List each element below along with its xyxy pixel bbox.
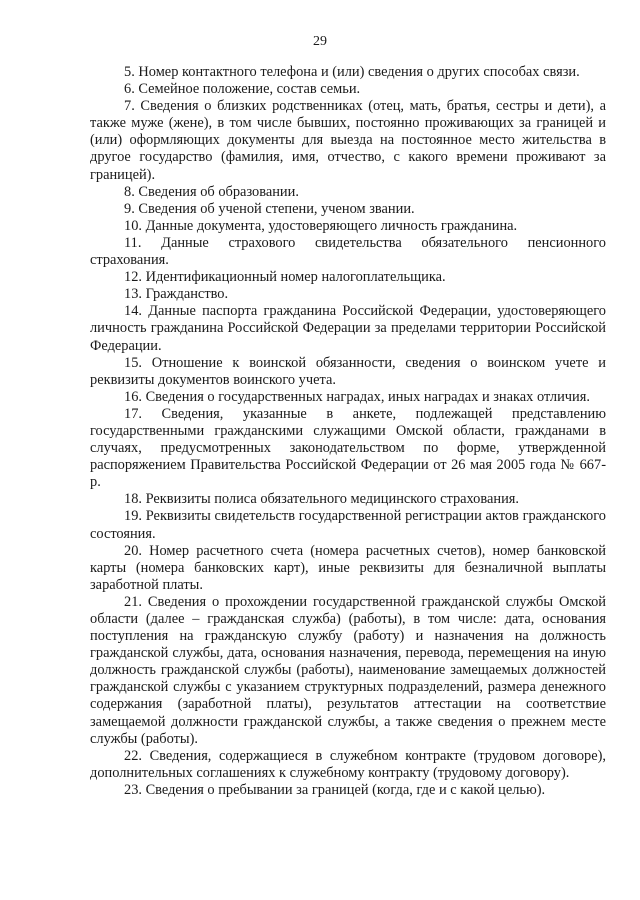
list-item-12: 12. Идентификационный номер налогоплательщика. [124,269,446,286]
list-item-21: 21. Сведения о прохождении государственной гражданской службы Омской области (далее – гражданская служба) (работы), в том числе: дата, основания поступления на гражданскую службу (работу) и назначения на должность гражданской службы, дата, основания назначения, перевода, перемещения на иную должность гражданской службы (работы), наименование замещаемых должностей гражданской службы с указанием структурных подразделений, размера денежного содержания (заработной платы), результатов аттестации на соответствие замещаемой должности гражданской службы, а также сведения о прежнем месте службы (работы). [90,593,606,747]
list-item-16: 16. Сведения о государственных наградах, иных наградах и знаках отличия. [124,388,590,405]
document-body [90,64,606,799]
list-item-9: 9. Сведения об ученой степени, ученом звании. [124,200,415,217]
list-item-13: 13. Гражданство. [124,286,229,303]
list-item-20: 20. Номер расчетного счета (номера расчетных счетов), номер банковской карты (номера банковских карт), иные реквизиты для безналичной выплаты заработной платы. [90,542,606,593]
list-item-8: 8. Сведения об образовании. [124,183,299,200]
list-item-17: 17. Сведения, указанные в анкете, подлежащей представлению государственными гражданскими служащими Омской области, гражданами в случаях, предусмотренных законодательством по форме, утвержденной распоряжением Правительства Российской Федерации от 26 мая 2005 года № 667-р. [90,405,606,491]
list-item-11: 11. Данные страхового свидетельства обязательного пенсионного страхования. [90,234,606,269]
list-item-22: 22. Сведения, содержащиеся в служебном контракте (трудовом договоре), дополнительных соглашениях к служебному контракту (трудовому договору). [90,747,606,781]
list-item-23: 23. Сведения о пребывании за границей (когда, где и с какой целью). [124,781,546,798]
list-item-7: 7. Сведения о близких родственниках (отец, мать, братья, сестры и дети), а также муже (жене), в том числе бывших, постоянно проживающих за границей и (или) оформляющих документы для выезда на постоянное место жительства в другое государство (фамилия, имя, отчество, с какого времени проживают за границей). [90,98,606,183]
list-item-18: 18. Реквизиты полиса обязательного медицинского страхования. [124,491,519,508]
page-number: 29 [313,34,327,49]
list-item-5: 5. Номер контактного телефона и (или) сведения о других способах связи. [124,64,580,80]
list-item-19: 19. Реквизиты свидетельств государственной регистрации актов гражданского состояния. [90,508,606,542]
list-item-10: 10. Данные документа, удостоверяющего личность гражданина. [124,217,518,234]
list-item-14: 14. Данные паспорта гражданина Российской Федерации, удостоверяющего личность гражданина Российской Федерации за пределами территории Российской Федерации. [90,303,606,354]
list-item-6: 6. Семейное положение, состав семьи. [124,81,361,98]
list-item-15: 15. Отношение к воинской обязанности, сведения о воинском учете и реквизиты документов воинского учета. [90,354,606,388]
